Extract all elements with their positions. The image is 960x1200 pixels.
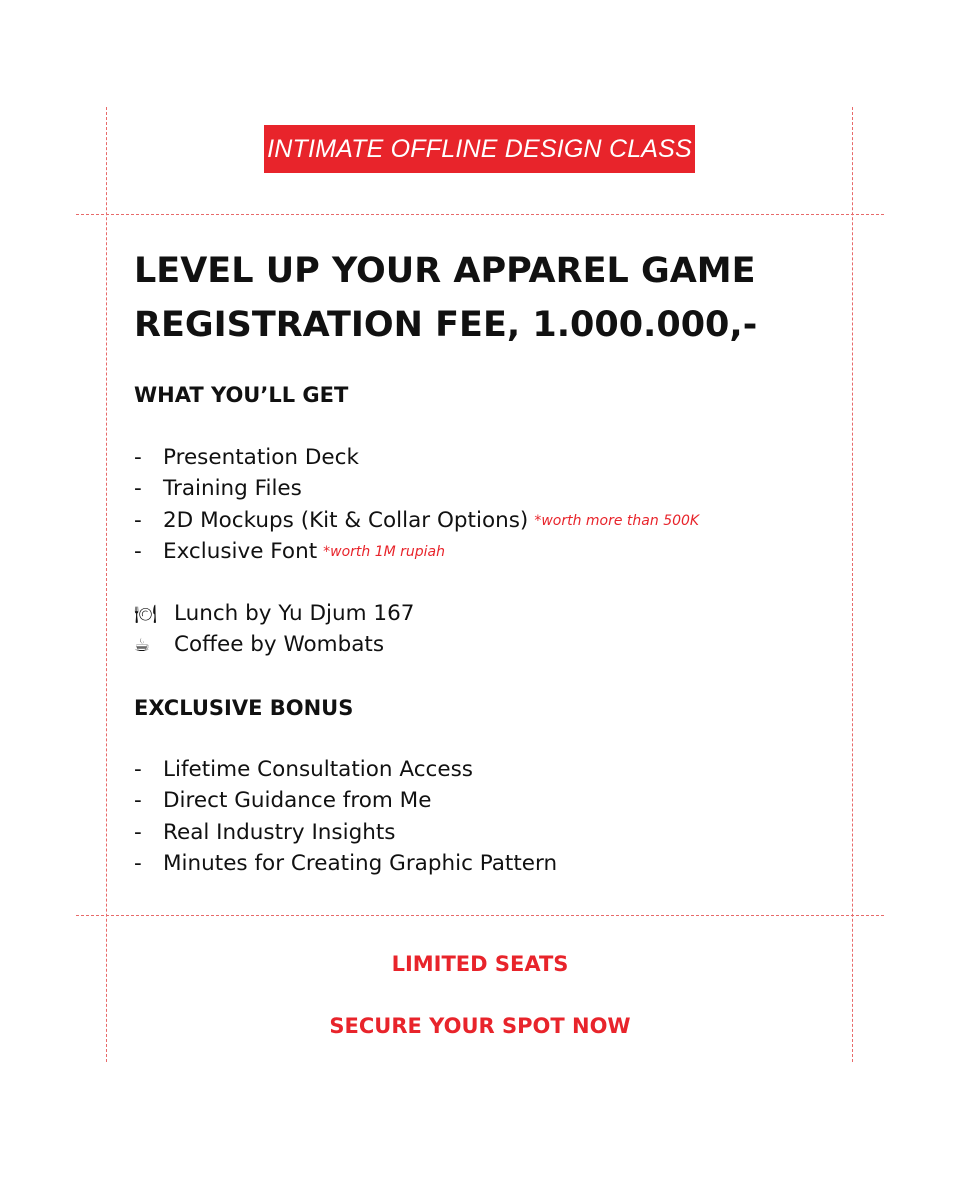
registration-fee: REGISTRATION FEE, 1.000.000,- bbox=[134, 305, 758, 345]
list-item-text: Real Industry Insights bbox=[163, 819, 396, 845]
list-item-text: Exclusive Font bbox=[163, 538, 318, 564]
class-badge: INTIMATE OFFLINE DESIGN CLASS bbox=[264, 125, 695, 173]
get-section-label: WHAT YOU’LL GET bbox=[134, 383, 349, 407]
get-list bbox=[134, 442, 699, 567]
perk-lunch bbox=[134, 598, 414, 629]
plate-icon: 🍽 bbox=[134, 604, 157, 625]
perk-coffee bbox=[134, 629, 414, 660]
worth-note: *worth 1M rupiah bbox=[323, 543, 446, 560]
perk-text: Lunch by Yu Djum 167 bbox=[174, 601, 415, 626]
coffee-icon: ☕ bbox=[134, 635, 151, 657]
list-item bbox=[134, 817, 557, 848]
secure-spot-text: SECURE YOUR SPOT NOW bbox=[329, 1014, 631, 1038]
list-item bbox=[134, 785, 557, 816]
list-item-text: Presentation Deck bbox=[163, 445, 359, 470]
list-item bbox=[134, 536, 699, 567]
list-marker: - bbox=[134, 757, 142, 782]
list-item-text: Minutes for Creating Graphic Pattern bbox=[163, 850, 558, 876]
list-marker: - bbox=[134, 819, 142, 845]
limited-seats-text: LIMITED SEATS bbox=[391, 952, 569, 976]
list-item bbox=[134, 848, 557, 879]
worth-note: *worth more than 500K bbox=[534, 512, 700, 529]
list-item-text: Lifetime Consultation Access bbox=[163, 757, 473, 782]
list-marker: - bbox=[134, 850, 142, 876]
list-marker: - bbox=[134, 538, 142, 564]
perks-list bbox=[134, 598, 414, 661]
perk-text: Coffee by Wombats bbox=[174, 632, 385, 658]
headline-title: LEVEL UP YOUR APPAREL GAME bbox=[134, 251, 756, 291]
list-marker: - bbox=[134, 507, 142, 533]
list-item bbox=[134, 505, 699, 536]
list-marker: - bbox=[134, 476, 142, 502]
guide-line-left bbox=[106, 107, 107, 1062]
list-marker: - bbox=[134, 788, 142, 814]
list-item bbox=[134, 473, 699, 504]
bonus-list bbox=[134, 754, 557, 879]
headline bbox=[134, 244, 757, 352]
list-item bbox=[134, 754, 557, 785]
guide-line-top bbox=[76, 214, 884, 215]
guide-line-bottom bbox=[76, 915, 884, 916]
list-marker: - bbox=[134, 445, 142, 470]
guide-line-right bbox=[852, 107, 853, 1062]
list-item bbox=[134, 442, 699, 473]
list-item-text: Training Files bbox=[163, 476, 302, 502]
list-item-text: Direct Guidance from Me bbox=[163, 788, 432, 814]
bonus-section-label: EXCLUSIVE BONUS bbox=[134, 696, 354, 720]
list-item-text: 2D Mockups (Kit & Collar Options) bbox=[163, 507, 529, 533]
